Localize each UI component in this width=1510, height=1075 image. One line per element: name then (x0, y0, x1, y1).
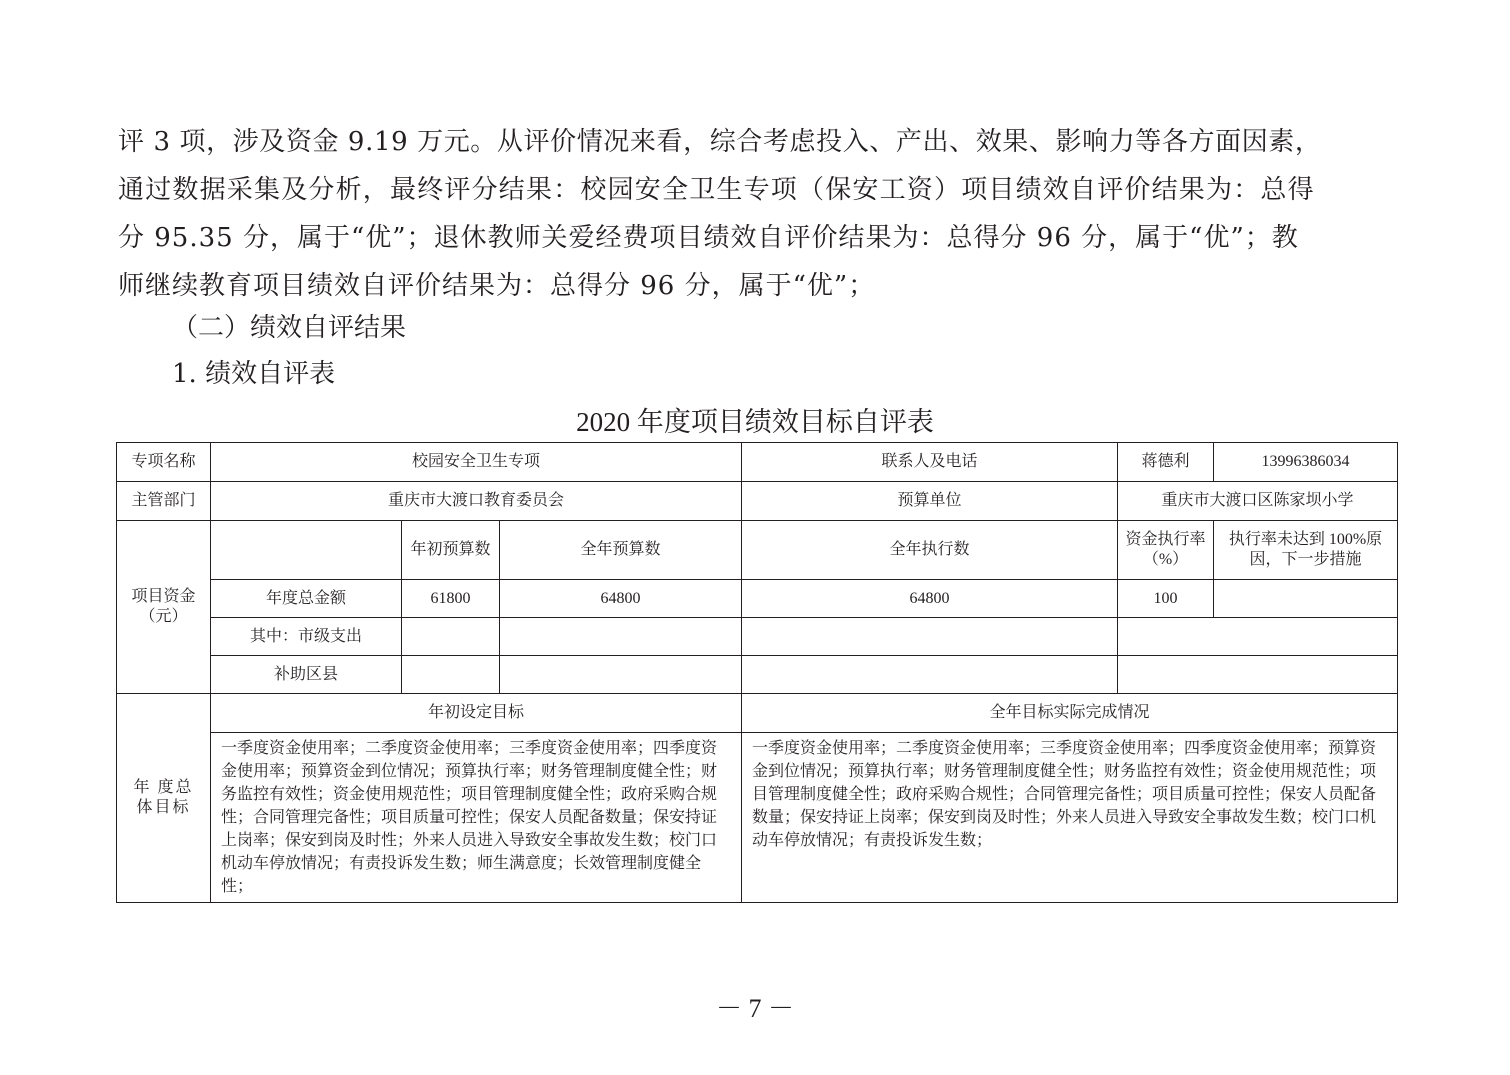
empty-cell (1118, 618, 1398, 656)
page-number: － 7 － (715, 994, 794, 1023)
contact-name: 蒋德利 (1118, 443, 1214, 482)
col-reason: 执行率未达到 100%原因，下一步措施 (1214, 521, 1398, 580)
body-paragraph (118, 118, 1396, 310)
col-exec-rate: 资金执行率（%） (1118, 521, 1214, 580)
col-goals-set: 年初设定目标 (211, 694, 742, 733)
empty-cell (500, 618, 742, 656)
paragraph-line: 师继续教育项目绩效自评价结果为：总得分 96 分，属于“优”； (118, 271, 876, 301)
empty-cell (402, 656, 500, 694)
empty-cell (500, 656, 742, 694)
section-heading: （二）绩效自评结果 (172, 313, 407, 343)
unit: 重庆市大渡口区陈家坝小学 (1118, 482, 1398, 521)
label-contact: 联系人及电话 (742, 443, 1118, 482)
paragraph-line: 分 95.35 分，属于“优”；退休教师关爱经费项目绩效自评价结果为：总得分 96 分，属于“优”；教 (118, 223, 1299, 253)
empty-cell (402, 618, 500, 656)
total-annual: 64800 (500, 580, 742, 618)
label-project: 专项名称 (117, 443, 211, 482)
empty-cell (211, 521, 402, 580)
col-annual-exec: 全年执行数 (742, 521, 1118, 580)
paragraph-line: 评 3 项，涉及资金 9.19 万元。从评价情况来看，综合考虑投入、产出、效果、影响力等各方面因素， (118, 127, 1322, 157)
total-initial: 61800 (402, 580, 500, 618)
label-goals (117, 694, 211, 903)
row-subsidy: 补助区县 (211, 656, 402, 694)
empty-cell (742, 618, 1118, 656)
col-annual-budget: 全年预算数 (500, 521, 742, 580)
label-dept: 主管部门 (117, 482, 211, 521)
sub-heading: 1. 绩效自评表 (172, 359, 336, 389)
col-initial-budget: 年初预算数 (402, 521, 500, 580)
total-reason (1214, 580, 1398, 618)
goals-done-text: 一季度资金使用率；二季度资金使用率；三季度资金使用率；四季度资金使用率；预算资金到位情况；预算执行率；财务管理制度健全性；财务监控有效性；资金使用规范性；项目管理制度健全性；政府采购合规性；合同管理完备性；项目质量可控性；保安人员配备数量；保安持证上岗率；保安到岗及时性；外来人员进入导致安全事故发生数；校门口机动车停放情况；有责投诉发生数； (742, 733, 1398, 903)
row-total: 年度总金额 (211, 580, 402, 618)
col-goals-done: 全年目标实际完成情况 (742, 694, 1398, 733)
row-city: 其中：市级支出 (211, 618, 402, 656)
label-goals-text: 年 度总体目标 (133, 779, 194, 816)
performance-table (116, 442, 1398, 903)
table-title: 2020 年度项目绩效目标自评表 (576, 407, 934, 437)
goals-set-text: 一季度资金使用率；二季度资金使用率；三季度资金使用率；四季度资金使用率；预算资金到位情况；预算执行率；财务管理制度健全性；财务监控有效性；资金使用规范性；项目管理制度健全性；政府采购合规性；合同管理完备性；项目质量可控性；保安人员配备数量；保安持证上岗率；保安到岗及时性；外来人员进入导致安全事故发生数；校门口机动车停放情况；有责投诉发生数；师生满意度；长效管理制度健全性； (211, 733, 742, 903)
total-rate: 100 (1118, 580, 1214, 618)
total-exec: 64800 (742, 580, 1118, 618)
dept: 重庆市大渡口教育委员会 (211, 482, 742, 521)
contact-phone: 13996386034 (1214, 443, 1398, 482)
empty-cell (742, 656, 1118, 694)
empty-cell (1118, 656, 1398, 694)
paragraph-line: 通过数据采集及分析，最终评分结果：校园安全卫生专项（保安工资）项目绩效自评价结果为：总得 (118, 175, 1315, 205)
label-unit: 预算单位 (742, 482, 1118, 521)
project-name: 校园安全卫生专项 (211, 443, 742, 482)
label-funds: 项目资金（元） (117, 521, 211, 694)
